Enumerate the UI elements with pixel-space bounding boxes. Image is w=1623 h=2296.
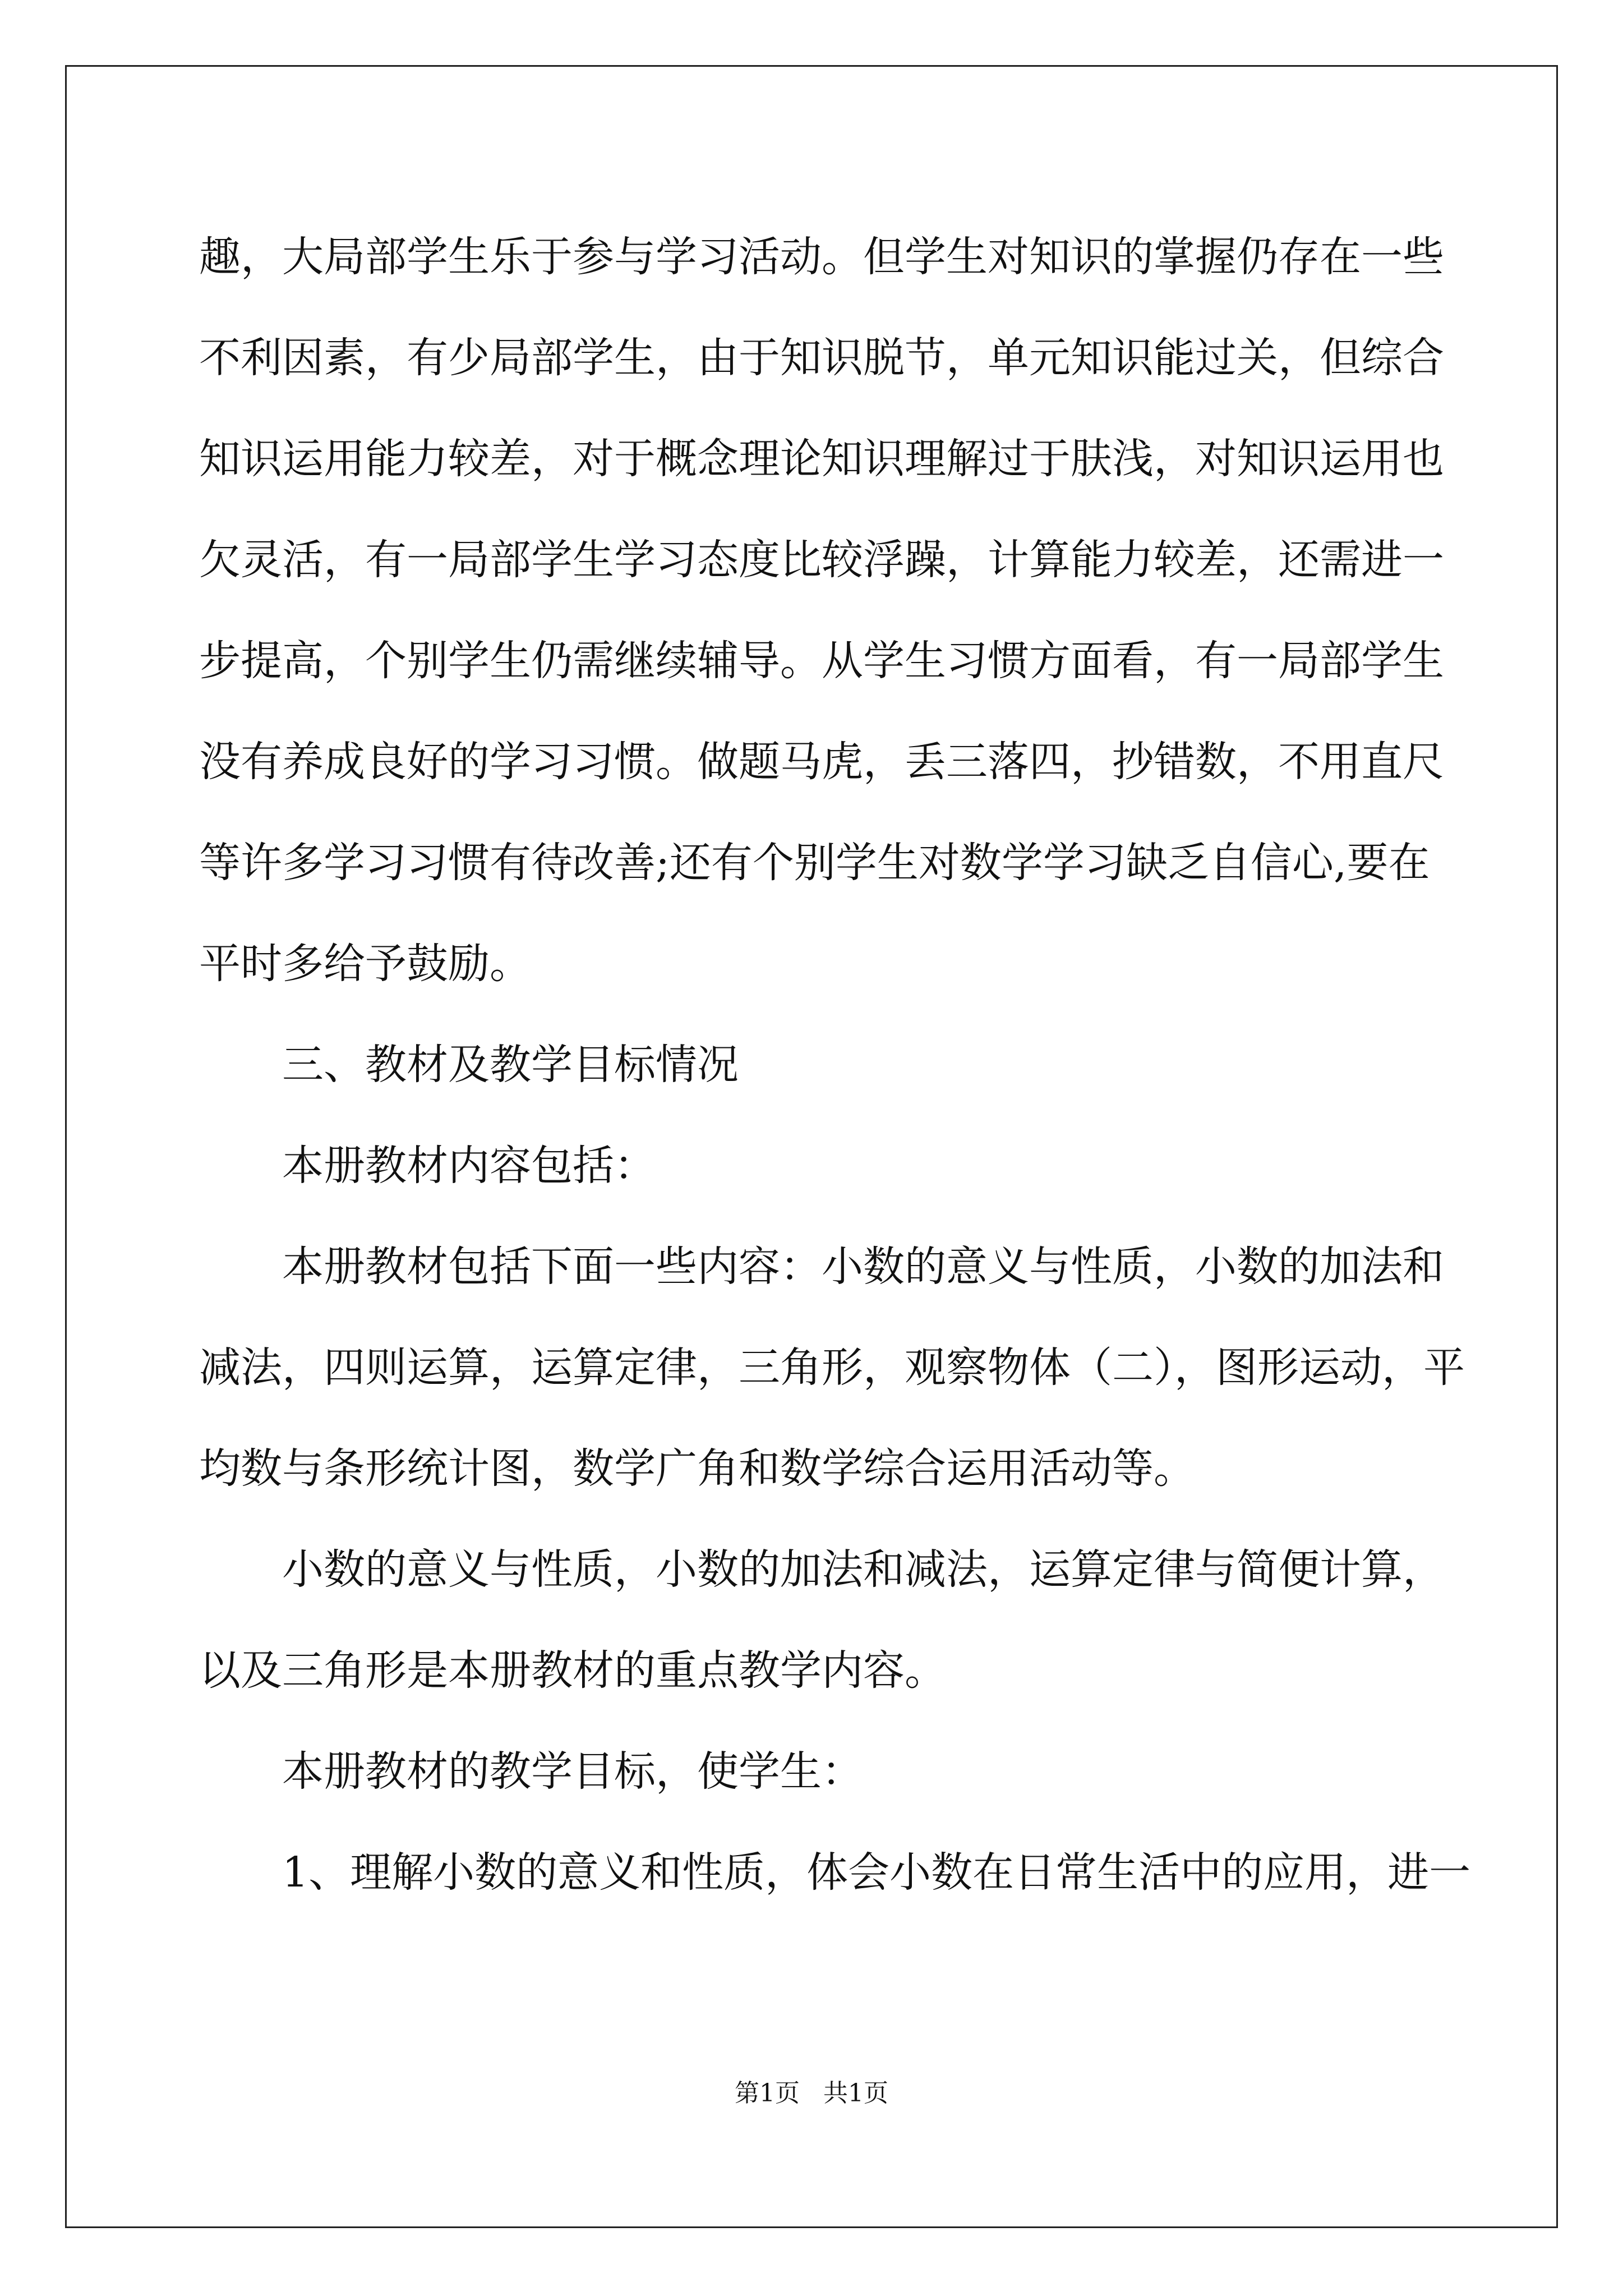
text-line: 等许多学习习惯有待改善;还有个别学生对数学学习缺乏自信心,要在 <box>199 839 1430 887</box>
text-line: 以及三角形是本册教材的重点教学内容。 <box>199 1646 946 1695</box>
text-line: 欠灵活，有一局部学生学习态度比较浮躁，计算能力较差，还需进一 <box>199 536 1444 584</box>
text-line: 本册教材的教学目标，使学生： <box>282 1747 863 1796</box>
text-line: 不利因素，有少局部学生，由于知识脱节，单元知识能过关，但综合 <box>199 334 1444 382</box>
page-total: 共1页 <box>823 2079 888 2108</box>
text-line: 小数的意义与性质，小数的加法和减法，运算定律与简便计算， <box>282 1545 1444 1594</box>
text-line: 步提高，个别学生仍需继续辅导。从学生习惯方面看，有一局部学生 <box>199 637 1444 685</box>
text-line: 本册教材内容包括： <box>282 1142 656 1190</box>
text-line: 平时多给予鼓励。 <box>199 940 531 988</box>
text-line: 三、教材及教学目标情况 <box>282 1041 739 1089</box>
section-heading <box>199 1014 1422 1115</box>
paragraph <box>199 1216 1465 1519</box>
text-line: 趣，大局部学生乐于参与学习活动。但学生对知识的掌握仍存在一些 <box>199 233 1444 281</box>
text-line: 没有养成良好的学习习惯。做题马虎，丢三落四，抄错数，不用直尺 <box>199 738 1444 786</box>
page-footer <box>0 2077 1623 2110</box>
paragraph <box>199 1115 1422 1216</box>
text-line: 减法，四则运算，运算定律，三角形，观察物体（二），图形运动，平 <box>199 1343 1465 1392</box>
page-number: 第1页 <box>735 2079 800 2108</box>
text-line: 1、理解小数的意义和性质，体会小数在日常生活中的应用，进一 <box>282 1848 1471 1897</box>
paragraph <box>199 1519 1444 1721</box>
text-line: 均数与条形统计图，数学广角和数学综合运用活动等。 <box>199 1444 1195 1493</box>
paragraph <box>199 1721 1422 1822</box>
list-item <box>199 1822 1471 1923</box>
text-line: 知识运用能力较差，对于概念理论知识理解过于肤浅，对知识运用也 <box>199 435 1444 483</box>
text-line: 本册教材包括下面一些内容：小数的意义与性质，小数的加法和 <box>282 1243 1444 1291</box>
document-body <box>199 206 1471 1923</box>
paragraph <box>199 206 1444 1014</box>
